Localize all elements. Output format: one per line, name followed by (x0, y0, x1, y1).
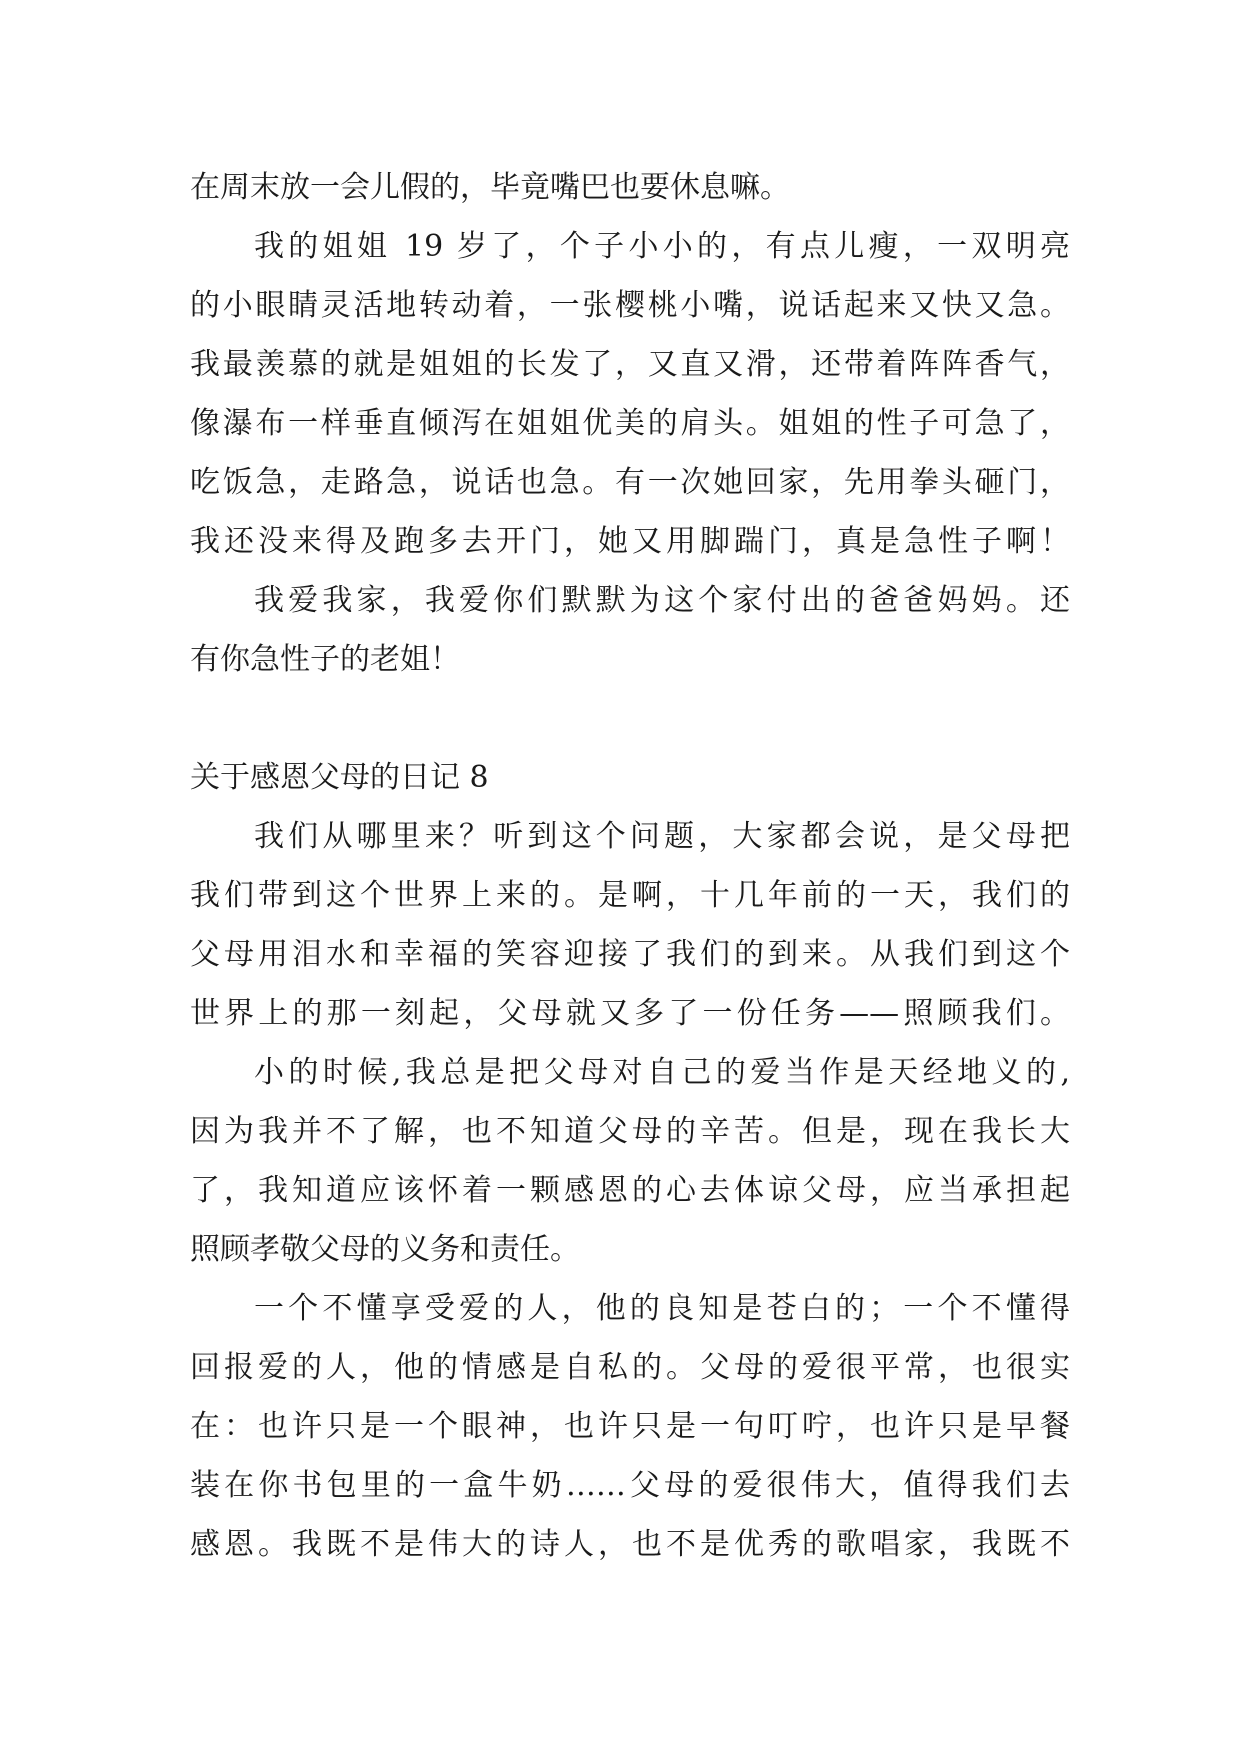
paragraph-line: 世界上的那一刻起，父母就又多了一份任务——照顾我们。 (190, 996, 1070, 1031)
paragraph-line: 我还没来得及跑多去开门，她又用脚踹门，真是急性子啊！ (190, 524, 1070, 559)
paragraph-line: 感恩。我既不是伟大的诗人，也不是优秀的歌唱家，我既不 (190, 1527, 1070, 1562)
section-heading: 关于感恩父母的日记 8 (190, 760, 489, 795)
paragraph-line: 在周末放一会儿假的，毕竟嘴巴也要休息嘛。 (190, 170, 790, 205)
paragraph-line: 装在你书包里的一盒牛奶……父母的爱很伟大，值得我们去 (190, 1468, 1070, 1503)
paragraph-line: 我们从哪里来？听到这个问题，大家都会说，是父母把 (254, 819, 1070, 854)
paragraph-line: 有你急性子的老姐！ (190, 642, 460, 677)
paragraph-line: 照顾孝敬父母的义务和责任。 (190, 1232, 580, 1267)
paragraph-line: 在：也许只是一个眼神，也许只是一句叮咛，也许只是早餐 (190, 1409, 1070, 1444)
paragraph-line: 一个不懂享受爱的人，他的良知是苍白的；一个不懂得 (254, 1291, 1070, 1326)
paragraph-line: 像瀑布一样垂直倾泻在姐姐优美的肩头。姐姐的性子可急了， (190, 406, 1070, 441)
paragraph-line: 我的姐姐 19 岁了，个子小小的，有点儿瘦，一双明亮 (254, 229, 1070, 264)
paragraph-line: 了，我知道应该怀着一颗感恩的心去体谅父母，应当承担起 (190, 1173, 1070, 1208)
document-body (190, 158, 1070, 1574)
paragraph-line: 吃饭急，走路急，说话也急。有一次她回家，先用拳头砸门， (190, 465, 1070, 500)
paragraph-line: 因为我并不了解，也不知道父母的辛苦。但是，现在我长大 (190, 1114, 1070, 1149)
paragraph-line: 我最羡慕的就是姐姐的长发了，又直又滑，还带着阵阵香气， (190, 347, 1070, 382)
section-gap (190, 689, 1070, 748)
paragraph-line: 小的时候,我总是把父母对自己的爱当作是天经地义的, (254, 1055, 1070, 1090)
paragraph-line: 的小眼睛灵活地转动着，一张樱桃小嘴，说话起来又快又急。 (190, 288, 1070, 323)
paragraph-line: 父母用泪水和幸福的笑容迎接了我们的到来。从我们到这个 (190, 937, 1070, 972)
paragraph-line: 回报爱的人，他的情感是自私的。父母的爱很平常，也很实 (190, 1350, 1070, 1385)
paragraph-line: 我爱我家，我爱你们默默为这个家付出的爸爸妈妈。还 (254, 583, 1070, 618)
paragraph-line: 我们带到这个世界上来的。是啊，十几年前的一天，我们的 (190, 878, 1070, 913)
